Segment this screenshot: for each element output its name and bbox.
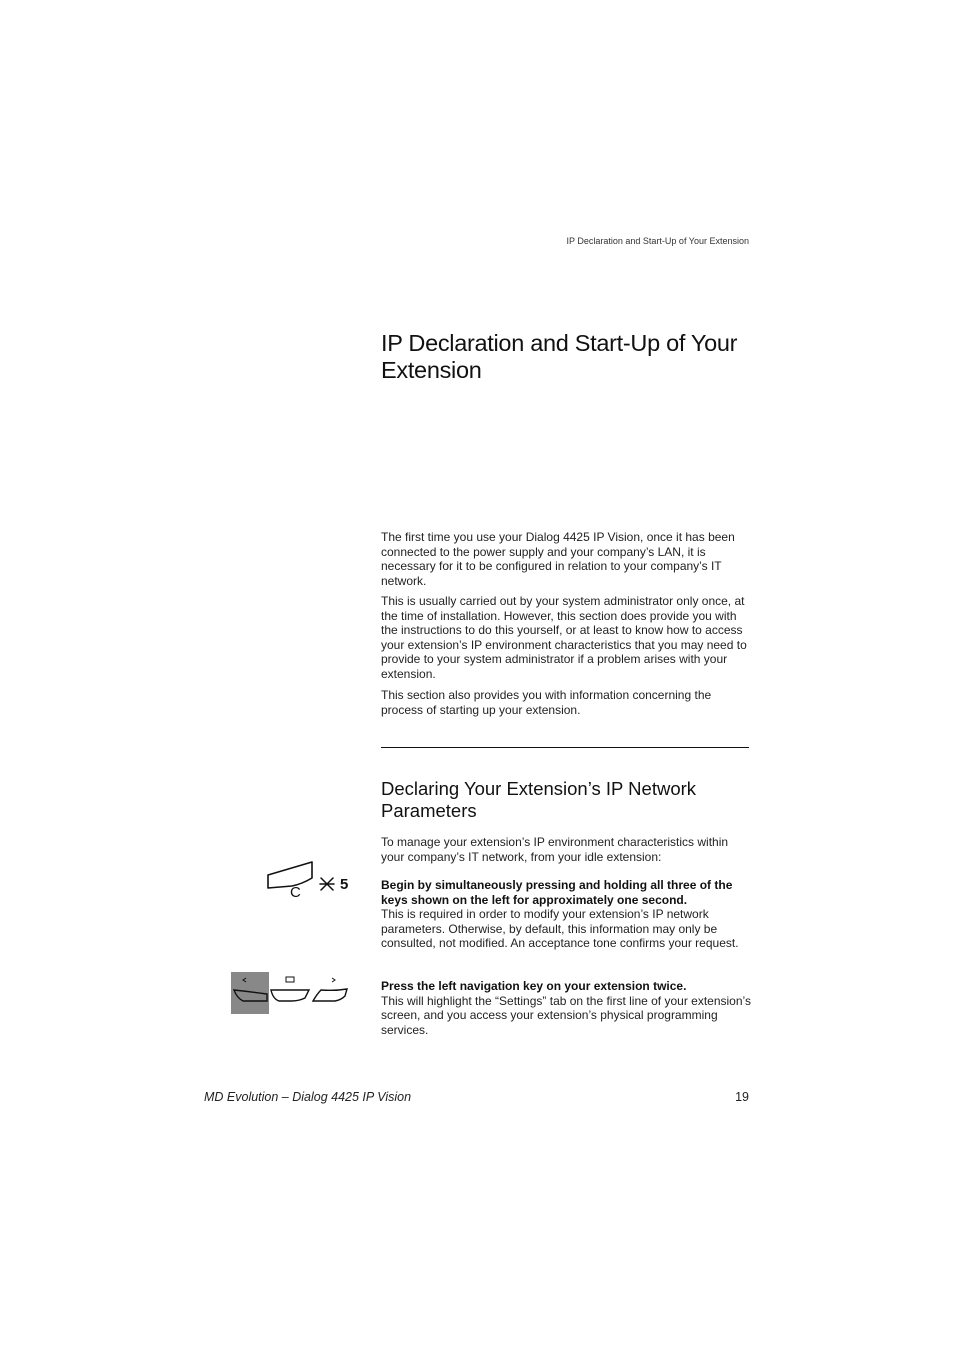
- step-2-explanation: This will highlight the “Settings” tab on the first line of your extension’s screen, and you access your extension’s physical programming services.: [381, 993, 751, 1037]
- step-2: [381, 979, 753, 1037]
- chapter-title: IP Declaration and Start-Up of Your Extension: [381, 330, 738, 383]
- section-intro: To manage your extension’s IP environment characteristics within your company’s IT network, from your idle extension:: [381, 835, 729, 864]
- intro-paragraph-2: This is usually carried out by your system administrator only once, at the time of installation. However, this section does provide you with the instructions to do this yourself, or at least to know how to access your extension’s IP environment characteristics that you may need to provide to your system administrator if a problem arises with your extension.: [381, 594, 747, 681]
- step-1: [381, 878, 753, 951]
- intro-paragraph-1: The first time you use your Dialog 4425 IP Vision, once it has been connected to the power supply and your company’s LAN, it is necessary for it to be configured in relation to your company’s IT network.: [381, 530, 735, 588]
- c-star-5-keys-icon: [262, 858, 358, 900]
- footer-doc-title: MD Evolution – Dialog 4425 IP Vision: [204, 1090, 412, 1104]
- intro-paragraph-3: This section also provides you with information concerning the process of starting up your extension.: [381, 688, 712, 717]
- section-divider: [381, 747, 749, 748]
- navigation-keys-icon: [231, 972, 351, 1014]
- running-header: IP Declaration and Start-Up of Your Extension: [566, 236, 749, 246]
- section-title: Declaring Your Extension’s IP Network Parameters: [381, 778, 697, 821]
- page-number: 19: [735, 1090, 749, 1104]
- c-key-label: C: [290, 884, 301, 900]
- step-1-instruction: Begin by simultaneously pressing and holding all three of the keys shown on the left for approximately one second.: [381, 878, 733, 907]
- step-1-explanation: This is required in order to modify your extension’s IP network parameters. Otherwise, by default, this information may only be consulted, not modified. An acceptance tone confirms your request.: [381, 907, 739, 950]
- step-2-instruction: Press the left navigation key on your extension twice.: [381, 979, 687, 993]
- five-key-label: 5: [340, 876, 349, 893]
